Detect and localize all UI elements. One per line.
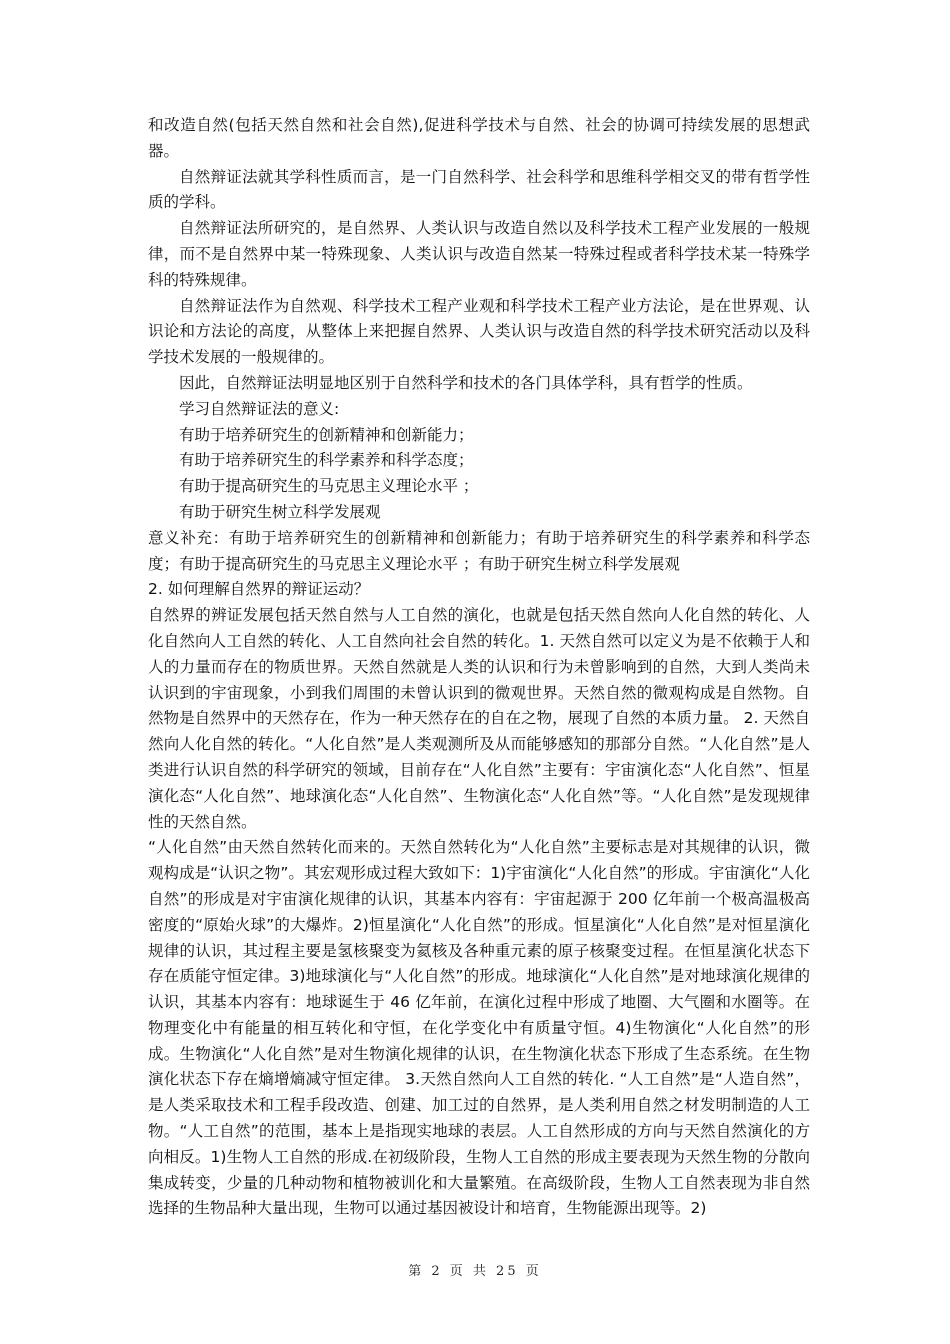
- page-number-footer: 第 2 页 共 25 页: [408, 1264, 542, 1279]
- paragraph: 意义补充：有助于培养研究生的创新精神和创新能力；有助于培养研究生的科学素养和科学态度；有助于提高研究生的马克思主义理论水平 ；有助于研究生树立科学发展观: [148, 528, 810, 573]
- paragraph: 因此，自然辩证法明显地区别于自然科学和技术的各门具体学科，具有哲学的性质。: [179, 373, 753, 392]
- document-body: [148, 113, 810, 1222]
- paragraph: 自然辩证法作为自然观、科学技术工程产业观和科学技术工程产业方法论，是在世界观、认识论和方法论的高度，从整体上来把握自然界、人类认识与改造自然的科学技术研究活动以及科学技术发展的一般规律的。: [148, 296, 810, 367]
- paragraph: 自然辩证法就其学科性质而言，是一门自然科学、社会科学和思维科学相交叉的带有哲学性质的学科。: [148, 167, 810, 212]
- paragraph: 自然界的辨证发展包括天然自然与人工自然的演化，也就是包括天然自然向人化自然的转化、人化自然向人工自然的转化、人工自然向社会自然的转化。1. 天然自然可以定义为是不依赖于人和人的力量而存在的物质世界。天然自然就是人类的认识和行为未曾影响到的自然，大到人类尚未认识到的宇宙现象，小到我们周围的未曾认识到的微观世界。天然自然的微观构成是自然物。自然物是自然界中的天然存在，作为一种天然存在的自在之物，展现了自然的本质力量。 2. 天然自然向人化自然的转化。“人化自然”是人类观测所及从而能够感知的那部分自然。“人化自然”是人类进行认识自然的科学研究的领域，目前存在“人化自然”主要有：宇宙演化态“人化自然”、恒星演化态“人化自然”、地球演化态“人化自然”、生物演化态“人化自然”等。“人化自然”是发现规律性的天然自然。: [148, 606, 810, 831]
- paragraph: “人化自然”由天然自然转化而来的。天然自然转化为“人化自然”主要标志是对其规律的认识，微观构成是“认识之物”。其宏观形成过程大致如下：1)宇宙演化“人化自然”的形成。宇宙演化“人化自然”的形成是对宇宙演化规律的认识，其基本内容有：宇宙起源于 200 亿年前一个极高温极高密度的“原始火球”的大爆炸。2)恒星演化“人化自然”的形成。恒星演化“人化自然”是对恒星演化规律的认识，其过程主要是氢核聚变为氦核及各种重元素的原子核聚变过程。在恒星演化状态下存在质能守恒定律。3)地球演化与“人化自然”的形成。地球演化“人化自然”是对地球演化规律的认识，其基本内容有：地球诞生于 46 亿年前，在演化过程中形成了地圈、大气圈和水圈等。在物理变化中有能量的相互转化和守恒，在化学变化中有质量守恒。4)生物演化“人化自然”的形成。生物演化“人化自然”是对生物演化规律的认识，在生物演化状态下形成了生态系统。在生物演化状态下存在熵增熵减守恒定律。 3.天然自然向人工自然的转化. “人工自然”是“人造自然”，是人类采取技术和工程手段改造、创建、加工过的自然界，是人类利用自然之材发明制造的人工物。“人工自然”的范围，基本上是指现实地球的表层。人工自然形成的方向与天然自然演化的方向相反。1)生物人工自然的形成.在初级阶段，生物人工自然的形成主要表现为天然生物的分散向集成转变，少量的几种动物和植物被训化和大量繁殖。在高级阶段，生物人工自然表现为非自然选择的生物品种大量出现，生物可以通过基因被设计和培育，生物能源出现等。2): [148, 838, 810, 1218]
- paragraph: 自然辩证法所研究的，是自然界、人类认识与改造自然以及科学技术工程产业发展的一般规律，而不是自然界中某一特殊现象、人类认识与改造自然某一特殊过程或者科学技术某一特殊学科的特殊规律。: [148, 219, 810, 289]
- list-item: 有助于研究生树立科学发展观: [179, 502, 381, 521]
- list-item: 有助于培养研究生的创新精神和创新能力；: [179, 425, 474, 444]
- question-heading: 2. 如何理解自然界的辩证运动？: [148, 580, 370, 599]
- list-item: 有助于培养研究生的科学素养和科学态度；: [179, 451, 474, 470]
- paragraph: 和改造自然(包括天然自然和社会自然),促进科学技术与自然、社会的协调可持续发展的思想武器。: [148, 116, 810, 160]
- list-item: 有助于提高研究生的马克思主义理论水平 ；: [179, 477, 479, 496]
- section-heading: 学习自然辩证法的意义:: [179, 399, 340, 418]
